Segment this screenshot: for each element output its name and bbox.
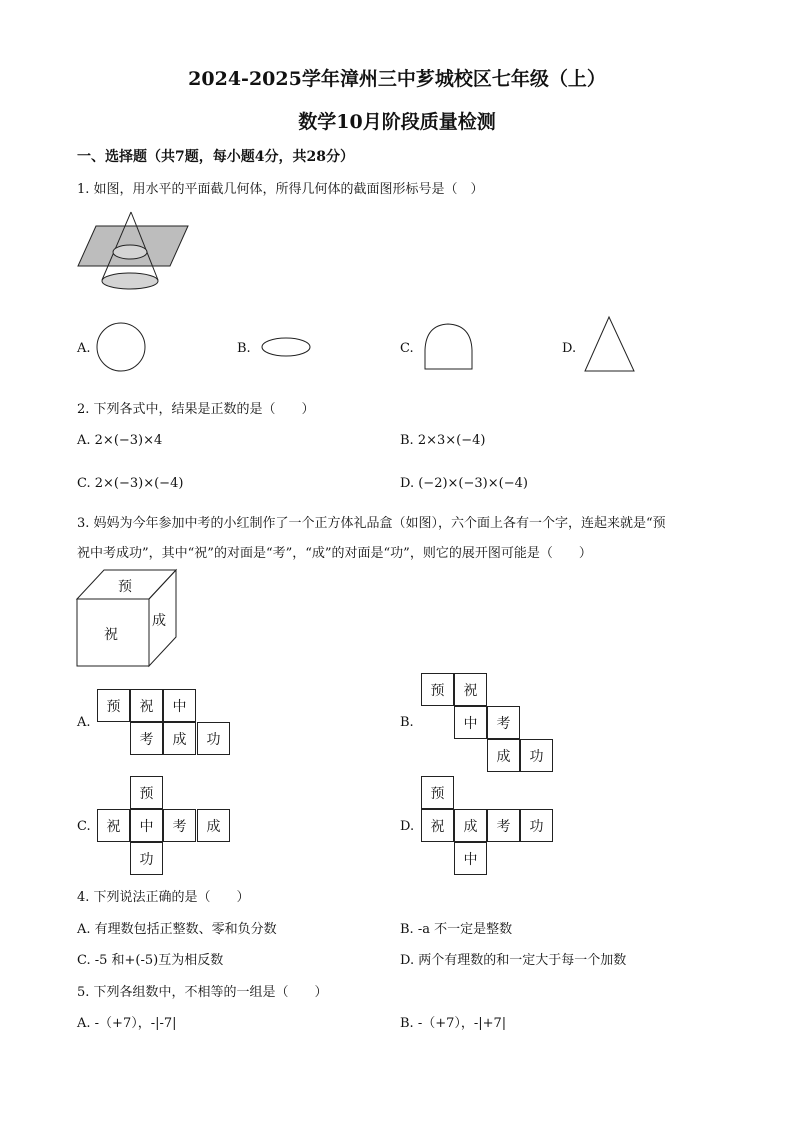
- q4-option-a: A. 有理数包括正整数、零和负分数: [77, 922, 277, 937]
- triangle-shape: [584, 316, 636, 374]
- q1-option-b: B.: [237, 341, 251, 356]
- net-d-cell: 考: [487, 809, 520, 842]
- q1-option-c: C.: [400, 341, 414, 356]
- net-b-cell: 功: [520, 739, 553, 772]
- q2-option-b: B. 2×3×(−4): [400, 433, 486, 448]
- net-d-cell: 预: [421, 776, 454, 809]
- net-a-cell: 功: [197, 722, 230, 755]
- net-a-cell: 预: [97, 689, 130, 722]
- q4-option-b: B. -a 不一定是整数: [400, 922, 513, 937]
- title-line-1: 2024-2025学年漳州三中芗城校区七年级（上）: [188, 68, 606, 90]
- net-c-cell: 考: [163, 809, 196, 842]
- q5-stem: 5. 下列各组数中，不相等的一组是（ ）: [77, 985, 328, 1000]
- net-b-cell: 中: [454, 706, 487, 739]
- net-b-cell: 祝: [454, 673, 487, 706]
- net-c-cell: 成: [197, 809, 230, 842]
- net-b-cell: 考: [487, 706, 520, 739]
- parabola-arch-shape: [424, 322, 474, 372]
- net-d-cell: 成: [454, 809, 487, 842]
- q2-option-a: A. 2×(−3)×4: [77, 433, 163, 448]
- q3-option-b: B.: [400, 715, 414, 730]
- cube-top-char: 预: [118, 579, 132, 595]
- q2-stem: 2. 下列各式中，结果是正数的是（ ）: [77, 402, 315, 417]
- net-a-cell: 考: [130, 722, 163, 755]
- net-d-cell: 祝: [421, 809, 454, 842]
- net-a-cell: 祝: [130, 689, 163, 722]
- q5-option-a: A. -（+7），-|-7|: [77, 1016, 177, 1031]
- net-d-cell: 中: [454, 842, 487, 875]
- net-c-cell: 功: [130, 842, 163, 875]
- q3-stem-line-1: 3. 妈妈为今年参加中考的小红制作了一个正方体礼品盒（如图），六个面上各有一个字，连起来就是“预: [77, 516, 666, 531]
- q2-option-c: C. 2×(−3)×(−4): [77, 476, 184, 491]
- q4-option-d: D. 两个有理数的和一定大于每一个加数: [400, 953, 627, 968]
- q3-stem-line-2: 祝中考成功”，其中“祝”的对面是“考”，“成”的对面是“功”，则它的展开图可能是（ ）: [77, 546, 592, 561]
- cone-cut-figure: [76, 210, 191, 295]
- q4-option-c: C. -5 和+(-5)互为相反数: [77, 953, 224, 968]
- q1-stem: 1. 如图，用水平的平面截几何体，所得几何体的截面图形标号是（ ）: [77, 182, 484, 197]
- ellipse-shape: [261, 337, 313, 359]
- q3-option-c: C.: [77, 819, 91, 834]
- net-d-cell: 功: [520, 809, 553, 842]
- q2-option-d: D. (−2)×(−3)×(−4): [400, 476, 528, 491]
- q4-stem: 4. 下列说法正确的是（ ）: [77, 890, 250, 905]
- circle-shape: [96, 322, 148, 374]
- net-c-cell: 祝: [97, 809, 130, 842]
- net-c-cell: 预: [130, 776, 163, 809]
- q3-option-d: D.: [400, 819, 415, 834]
- net-a-cell: 成: [163, 722, 196, 755]
- cube-front-char: 祝: [104, 627, 118, 643]
- title-line-2: 数学10月阶段质量检测: [298, 111, 496, 133]
- q1-option-d: D.: [562, 341, 577, 356]
- section-heading: 一、选择题（共7题，每小题4分，共28分）: [77, 149, 354, 165]
- cube-side-char: 成: [152, 613, 166, 629]
- net-b-cell: 预: [421, 673, 454, 706]
- net-a-cell: 中: [163, 689, 196, 722]
- q3-option-a: A.: [77, 715, 91, 730]
- q5-option-b: B. -（+7），-|+7|: [400, 1016, 507, 1031]
- net-c-cell: 中: [130, 809, 163, 842]
- q1-option-a: A.: [77, 341, 91, 356]
- net-b-cell: 成: [487, 739, 520, 772]
